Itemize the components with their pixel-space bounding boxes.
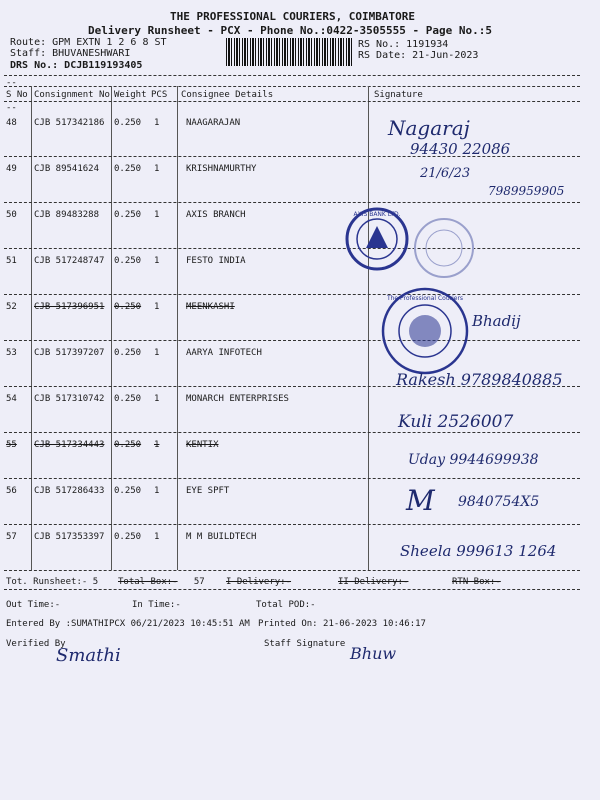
signature-56: M bbox=[406, 484, 435, 517]
row-consignment: CJB 517353397 bbox=[34, 532, 105, 542]
row-sno: 54 bbox=[6, 394, 17, 404]
row-pcs: 1 bbox=[154, 486, 160, 496]
row-consignment: CJB 517342186 bbox=[34, 118, 105, 128]
phone-48: 94430 22086 bbox=[410, 140, 511, 158]
row-consignee: EYE SPFT bbox=[186, 486, 230, 496]
row-consignment: CJB 517286433 bbox=[34, 486, 105, 496]
route-label: Route: GPM EXTN 1 2 6 8 ST bbox=[10, 37, 167, 48]
row-pcs: 1 bbox=[154, 256, 160, 266]
total-pod: Total POD:- bbox=[256, 600, 316, 610]
row-sno: 55 bbox=[6, 440, 17, 450]
row-weight: 0.250 bbox=[114, 210, 142, 220]
row-rule bbox=[4, 432, 580, 433]
rs-number: RS No.: 1191934 bbox=[358, 39, 449, 50]
col-sno: S No bbox=[6, 90, 28, 100]
row-rule bbox=[4, 248, 580, 249]
staff-label: Staff: BHUVANESHWARI bbox=[10, 48, 131, 59]
verified-by: Verified By bbox=[6, 639, 66, 649]
runsheet-subtitle: Delivery Runsheet - PCX - Phone No.:0422-3505555 - Page No.:5 bbox=[88, 24, 492, 37]
signature-48: Nagaraj bbox=[388, 116, 470, 140]
row-consignee: KENTIX bbox=[186, 440, 219, 450]
signature-52: Bhadij bbox=[472, 312, 521, 330]
row-weight: 0.250 bbox=[114, 394, 142, 404]
row-rule bbox=[4, 524, 580, 525]
row-consignment: CJB 517397207 bbox=[34, 348, 105, 358]
col-signature: Signature bbox=[374, 90, 423, 100]
signature-54: Kuli 2526007 bbox=[398, 412, 514, 432]
out-time: Out Time:- bbox=[6, 600, 61, 610]
row-weight: 0.250 bbox=[114, 164, 142, 174]
row-rule bbox=[4, 294, 580, 295]
row-sno: 52 bbox=[6, 302, 17, 312]
row-pcs: 1 bbox=[154, 348, 160, 358]
row-consignee: NAAGARAJAN bbox=[186, 118, 241, 128]
signature-57: Sheela 999613 1264 bbox=[400, 542, 557, 560]
row-rule bbox=[4, 570, 580, 571]
row-consignee: FESTO INDIA bbox=[186, 256, 246, 266]
row-weight: 0.250 bbox=[114, 302, 142, 312]
row-weight: 0.250 bbox=[114, 256, 142, 266]
row-consignee: M M BUILDTECH bbox=[186, 532, 257, 542]
verified-signature: Smathi bbox=[56, 645, 121, 666]
row-pcs: 1 bbox=[154, 394, 160, 404]
col-weight: Weight bbox=[114, 90, 147, 100]
row-pcs: 1 bbox=[154, 164, 160, 174]
date-49: 21/6/23 bbox=[420, 166, 471, 181]
printed-on: Printed On: 21-06-2023 10:46:17 bbox=[258, 619, 426, 629]
exit-stamp-text: The Professional Couriers bbox=[386, 295, 464, 302]
tot-runsheet: Tot. Runsheet:- 5 bbox=[6, 577, 99, 587]
exit-courier-stamp bbox=[380, 286, 470, 376]
row-consignment: CJB 517310742 bbox=[34, 394, 105, 404]
entered-by: Entered By :SUMATHIPCX 06/21/2023 10:45:51 AM bbox=[6, 619, 250, 629]
axis-bank-stamp bbox=[344, 206, 410, 272]
row-weight: 0.250 bbox=[114, 118, 142, 128]
row-sno: 51 bbox=[6, 256, 17, 266]
row-consignment: CJB 517396951 bbox=[34, 302, 105, 312]
row-consignee: AXIS BRANCH bbox=[186, 210, 246, 220]
col-consignee: Consignee Details bbox=[181, 90, 274, 100]
total-box: Total Box:- 57 bbox=[118, 577, 205, 587]
row-consignee: AARYA INFOTECH bbox=[186, 348, 262, 358]
signature-53: Rakesh 9789840885 bbox=[396, 370, 563, 389]
row-rule bbox=[4, 202, 580, 203]
phone-56: 9840754X5 bbox=[458, 494, 540, 510]
row-consignee: KRISHNAMURTHY bbox=[186, 164, 257, 174]
drs-number: DRS No.: DCJB119193405 bbox=[10, 60, 143, 71]
company-title: THE PROFESSIONAL COURIERS, COIMBATORE bbox=[170, 10, 416, 23]
rtn-box: RTN Box:- bbox=[452, 577, 501, 587]
row-weight: 0.250 bbox=[114, 348, 142, 358]
barcode bbox=[226, 38, 354, 66]
row-pcs: 1 bbox=[154, 118, 160, 128]
row-consignment: CJB 517334443 bbox=[34, 440, 105, 450]
row-sno: 53 bbox=[6, 348, 17, 358]
row-sno: 50 bbox=[6, 210, 17, 220]
signature-55: Uday 9944699938 bbox=[408, 452, 539, 468]
col-consignment: Consignment No bbox=[34, 90, 110, 100]
faint-round-stamp bbox=[412, 216, 476, 280]
row-rule bbox=[4, 478, 580, 479]
row-weight: 0.250 bbox=[114, 440, 142, 450]
row-rule bbox=[4, 340, 580, 341]
ii-delivery: II Delivery:- bbox=[338, 577, 409, 587]
row-pcs: 1 bbox=[154, 532, 160, 542]
axis-stamp-text: AXIS BANK LTD. bbox=[353, 211, 401, 218]
totals-rule bbox=[4, 589, 580, 590]
header-bottom-rule bbox=[4, 101, 580, 102]
col-pcs: PCS bbox=[151, 90, 168, 100]
phone-49: 7989959905 bbox=[488, 184, 565, 198]
row-sno: 49 bbox=[6, 164, 17, 174]
row-consignee: MONARCH ENTERPRISES bbox=[186, 394, 289, 404]
row-consignment: CJB 89483288 bbox=[34, 210, 100, 220]
table-top-rule bbox=[4, 75, 580, 76]
row-consignee: MEENKASHI bbox=[186, 302, 235, 312]
staff-signature-label: Staff Signature bbox=[264, 639, 346, 649]
row-sno: 56 bbox=[6, 486, 17, 496]
table-header-rule bbox=[4, 86, 580, 87]
row-sno: 57 bbox=[6, 532, 17, 542]
staff-signature: Bhuw bbox=[350, 644, 397, 663]
i-delivery: I Delivery:- bbox=[226, 577, 292, 587]
row-pcs: 1 bbox=[154, 440, 160, 450]
row-consignment: CJB 89541624 bbox=[34, 164, 100, 174]
row-weight: 0.250 bbox=[114, 486, 142, 496]
row-weight: 0.250 bbox=[114, 532, 142, 542]
in-time: In Time:- bbox=[132, 600, 181, 610]
row-sno: 48 bbox=[6, 118, 17, 128]
row-pcs: 1 bbox=[154, 302, 160, 312]
row-consignment: CJB 517248747 bbox=[34, 256, 105, 266]
rs-date: RS Date: 21-Jun-2023 bbox=[358, 50, 479, 61]
row-pcs: 1 bbox=[154, 210, 160, 220]
